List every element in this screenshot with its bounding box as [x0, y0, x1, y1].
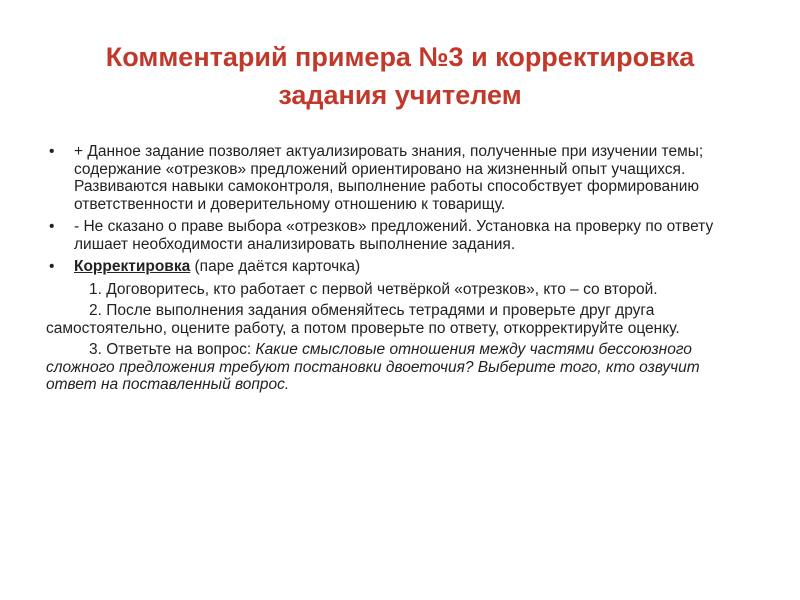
bullet-marker: • [49, 258, 55, 275]
bullet-text: - Не сказано о праве выбора «отрезков» предложений. Установка на проверку по ответу лишает необходимости анализировать выполнение задания. [74, 218, 714, 253]
bullet-marker: • [49, 218, 55, 235]
bullet-marker: • [49, 143, 55, 160]
slide-body [46, 143, 746, 398]
step-text: 2. После выполнения задания обменяйтесь тетрадями и проверьте друг друга самостоятельно, оцените работу, а потом проверьте по ответу, откорректируйте оценку. [46, 302, 680, 337]
bullet-item [46, 143, 746, 213]
step-2 [46, 302, 746, 337]
step-1 [46, 281, 746, 299]
correction-note: (паре даётся карточка) [190, 258, 361, 275]
step-text: 1. Договоритесь, кто работает с первой четвёркой «отрезков», кто – со второй. [89, 280, 658, 298]
step-3 [46, 341, 746, 394]
step-question: Какие смысловые отношения между частями бессоюзного сложного предложения требуют постановки двоеточия? Выберите того, кто озвучит ответ на поставленный вопрос. [46, 341, 700, 393]
title-line-2: задания учителем [278, 80, 522, 110]
slide-title [40, 38, 760, 114]
bullet-item-correction [46, 258, 746, 276]
step-prefix: 3. Ответьте на вопрос: [89, 341, 256, 358]
bullet-text: + Данное задание позволяет актуализировать знания, полученные при изучении темы; содержание «отрезков» предложений ориентировано на жизненный опыт учащихся. Развиваются навыки самоконтроля, выполнение работы способствует формированию ответственности и доверительному отношению к товарищу. [74, 143, 704, 213]
title-line-1: Комментарий примера №3 и корректировка [105, 42, 695, 72]
correction-heading: Корректировка [74, 258, 191, 275]
bullet-item [46, 218, 746, 253]
